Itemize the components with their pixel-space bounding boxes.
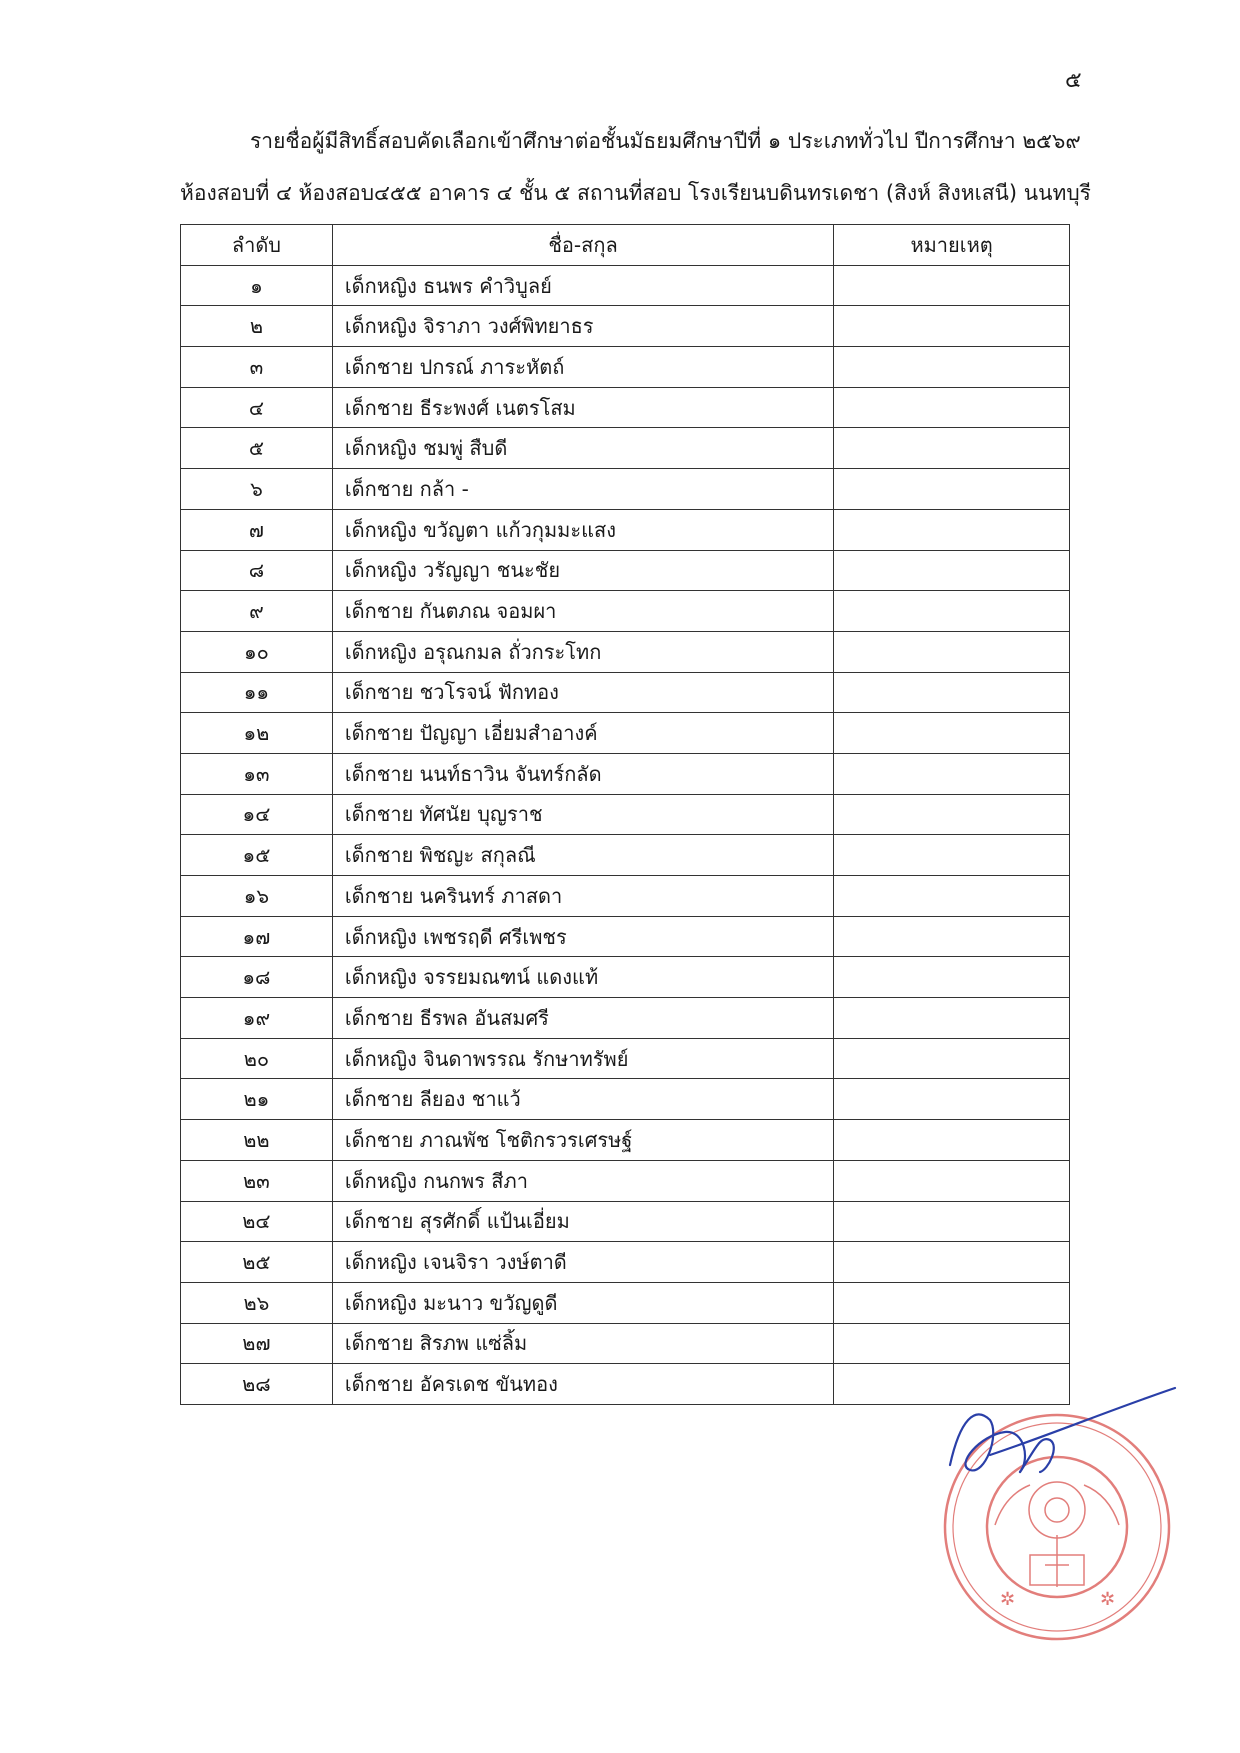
- row-note: [834, 1079, 1070, 1120]
- row-name: เด็กชาย พิชญะ สกุลณี: [332, 835, 833, 876]
- table-row: [181, 306, 1070, 347]
- row-no: ๒๘: [181, 1364, 333, 1405]
- row-no: ๒๑: [181, 1079, 333, 1120]
- row-note: [834, 387, 1070, 428]
- row-name: เด็กหญิง มะนาว ขวัญดูดี: [332, 1282, 833, 1323]
- row-note: [834, 265, 1070, 306]
- table-row: [181, 1160, 1070, 1201]
- row-no: ๔: [181, 387, 333, 428]
- row-no: ๑๕: [181, 835, 333, 876]
- row-note: [834, 1282, 1070, 1323]
- row-no: ๑๖: [181, 876, 333, 917]
- table-body: [181, 265, 1070, 1404]
- row-note: [834, 672, 1070, 713]
- row-note: [834, 1201, 1070, 1242]
- row-no: ๑๒: [181, 713, 333, 754]
- row-no: ๒๗: [181, 1323, 333, 1364]
- row-no: ๒๕: [181, 1242, 333, 1283]
- row-name: เด็กชาย ปกรณ์ ภาระหัตถ์: [332, 347, 833, 388]
- header-note: หมายเหตุ: [834, 225, 1070, 266]
- row-no: ๖: [181, 469, 333, 510]
- row-note: [834, 306, 1070, 347]
- row-note: [834, 1160, 1070, 1201]
- table-row: [181, 1120, 1070, 1161]
- title-line-1: รายชื่อผู้มีสิทธิ์สอบคัดเลือกเข้าศึกษาต่อชั้นมัธยมศึกษาปีที่ ๑ ประเภททั่วไป ปีการศึกษา ๒๕๖๙: [250, 129, 1081, 153]
- table-row: [181, 428, 1070, 469]
- row-name: เด็กชาย สุรศักดิ์ แป้นเอี่ยม: [332, 1201, 833, 1242]
- row-no: ๒๒: [181, 1120, 333, 1161]
- row-note: [834, 1242, 1070, 1283]
- table-row: [181, 1201, 1070, 1242]
- row-no: ๒: [181, 306, 333, 347]
- svg-text:✲: ✲: [1000, 1589, 1016, 1610]
- header-no: ลำดับ: [181, 225, 333, 266]
- row-name: เด็กชาย นครินทร์ ภาสดา: [332, 876, 833, 917]
- row-no: ๗: [181, 509, 333, 550]
- row-name: เด็กหญิง ชมพู่ สืบดี: [332, 428, 833, 469]
- row-note: [834, 957, 1070, 998]
- row-name: เด็กชาย ปัญญา เอี่ยมสำอางค์: [332, 713, 833, 754]
- table-row: [181, 753, 1070, 794]
- row-no: ๑๓: [181, 753, 333, 794]
- row-note: [834, 753, 1070, 794]
- row-no: ๘: [181, 550, 333, 591]
- table-row: [181, 469, 1070, 510]
- row-note: [834, 794, 1070, 835]
- table-header-row: [181, 225, 1070, 266]
- row-name: เด็กชาย ทัศนัย บุญราช: [332, 794, 833, 835]
- row-no: ๑๑: [181, 672, 333, 713]
- row-name: เด็กชาย สิรภพ แซ่ลิ้ม: [332, 1323, 833, 1364]
- row-note: [834, 1323, 1070, 1364]
- table-row: [181, 916, 1070, 957]
- row-note: [834, 469, 1070, 510]
- title-line-2: ห้องสอบที่ ๔ ห้องสอบ๔๕๕ อาคาร ๔ ชั้น ๕ สถานที่สอบ โรงเรียนบดินทรเดชา (สิงห์ สิงหเสนี) นนทบุรี: [180, 181, 1091, 205]
- table-row: [181, 591, 1070, 632]
- table-row: [181, 347, 1070, 388]
- row-name: เด็กหญิง วรัญญา ชนะชัย: [332, 550, 833, 591]
- page-number: ๕: [1065, 68, 1082, 93]
- row-no: ๑๙: [181, 998, 333, 1039]
- signature: [930, 1380, 1190, 1490]
- row-no: ๑: [181, 265, 333, 306]
- table-row: [181, 1242, 1070, 1283]
- table-row: [181, 876, 1070, 917]
- table-row: [181, 998, 1070, 1039]
- row-no: ๓: [181, 347, 333, 388]
- table-row: [181, 713, 1070, 754]
- table-row: [181, 265, 1070, 306]
- table-row: [181, 1323, 1070, 1364]
- table-row: [181, 550, 1070, 591]
- row-no: ๒๖: [181, 1282, 333, 1323]
- row-note: [834, 1120, 1070, 1161]
- row-name: เด็กชาย ภาณพัช โชติกรวรเศรษฐ์: [332, 1120, 833, 1161]
- row-note: [834, 347, 1070, 388]
- row-name: เด็กชาย ลียอง ชาแว้: [332, 1079, 833, 1120]
- row-no: ๒๔: [181, 1201, 333, 1242]
- row-note: [834, 998, 1070, 1039]
- row-note: [834, 1038, 1070, 1079]
- row-note: [834, 631, 1070, 672]
- table-row: [181, 794, 1070, 835]
- row-note: [834, 876, 1070, 917]
- row-note: [834, 713, 1070, 754]
- row-name: เด็กหญิง กนกพร สีภา: [332, 1160, 833, 1201]
- row-no: ๕: [181, 428, 333, 469]
- row-name: เด็กชาย ธีรพล อันสมศรี: [332, 998, 833, 1039]
- row-name: เด็กชาย กันตภณ จอมผา: [332, 591, 833, 632]
- row-no: ๒๐: [181, 1038, 333, 1079]
- row-name: เด็กหญิง จรรยมณฑน์ แดงแท้: [332, 957, 833, 998]
- row-name: เด็กหญิง จินดาพรรณ รักษาทรัพย์: [332, 1038, 833, 1079]
- row-name: เด็กชาย นนท์ธาวิน จันทร์กลัด: [332, 753, 833, 794]
- row-name: เด็กหญิง ขวัญตา แก้วกุมมะแสง: [332, 509, 833, 550]
- row-name: เด็กชาย ชวโรจน์ ฟักทอง: [332, 672, 833, 713]
- row-note: [834, 550, 1070, 591]
- row-note: [834, 428, 1070, 469]
- row-no: ๙: [181, 591, 333, 632]
- row-name: เด็กชาย อัครเดช ขันทอง: [332, 1364, 833, 1405]
- roster-table: [180, 224, 1070, 1405]
- row-name: เด็กชาย กล้า -: [332, 469, 833, 510]
- row-name: เด็กชาย ธีระพงศ์ เนตรโสม: [332, 387, 833, 428]
- table-row: [181, 835, 1070, 876]
- row-note: [834, 916, 1070, 957]
- header-name: ชื่อ-สกุล: [332, 225, 833, 266]
- table-row: [181, 631, 1070, 672]
- row-no: ๑๔: [181, 794, 333, 835]
- row-name: เด็กหญิง เจนจิรา วงษ์ตาดี: [332, 1242, 833, 1283]
- row-name: เด็กหญิง ธนพร คำวิบูลย์: [332, 265, 833, 306]
- table-row: [181, 672, 1070, 713]
- row-no: ๒๓: [181, 1160, 333, 1201]
- table-row: [181, 1079, 1070, 1120]
- row-note: [834, 591, 1070, 632]
- row-no: ๑๘: [181, 957, 333, 998]
- table-row: [181, 1282, 1070, 1323]
- table-row: [181, 957, 1070, 998]
- table-row: [181, 509, 1070, 550]
- row-note: [834, 835, 1070, 876]
- row-note: [834, 509, 1070, 550]
- row-no: ๑๗: [181, 916, 333, 957]
- svg-text:✲: ✲: [1100, 1589, 1116, 1610]
- table-row: [181, 1038, 1070, 1079]
- row-name: เด็กหญิง จิราภา วงศ์พิทยาธร: [332, 306, 833, 347]
- row-name: เด็กหญิง เพชรฤดี ศรีเพชร: [332, 916, 833, 957]
- row-name: เด็กหญิง อรุณกมล ถั่วกระโทก: [332, 631, 833, 672]
- row-no: ๑๐: [181, 631, 333, 672]
- table-row: [181, 387, 1070, 428]
